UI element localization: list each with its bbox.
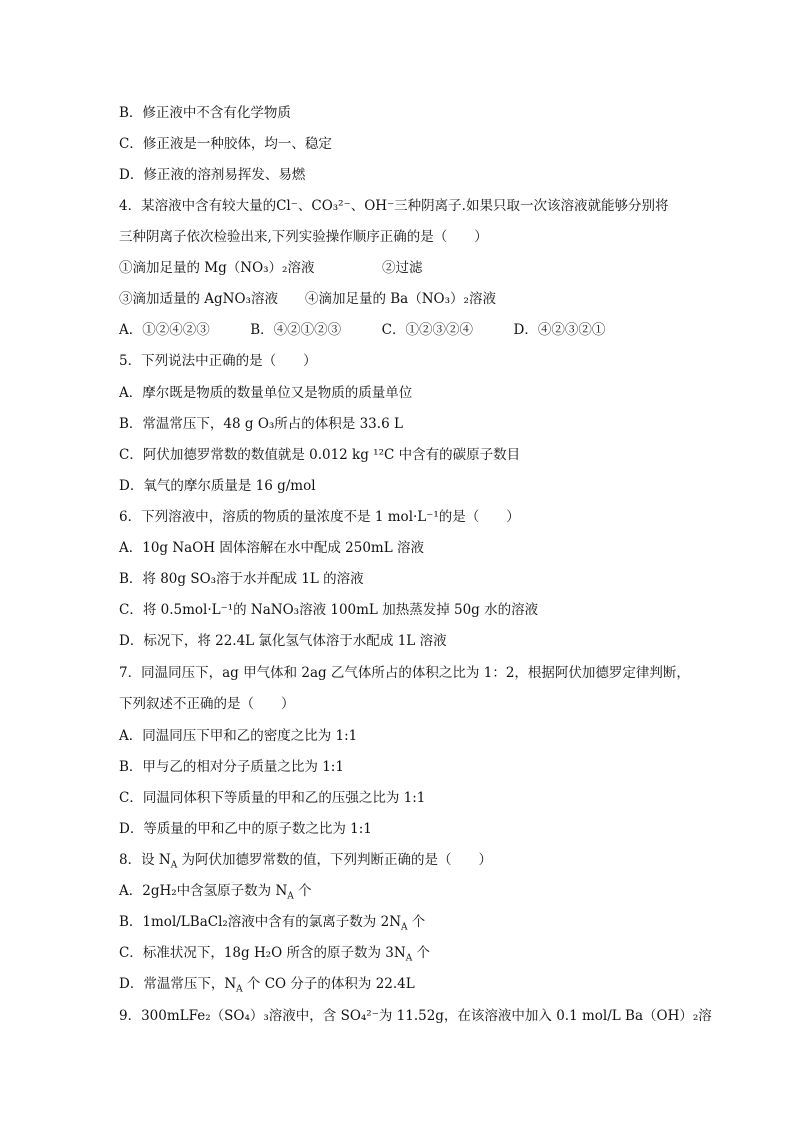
option-8a: A．2gH₂中含氢原子数为 $N_A$ 个: [119, 883, 312, 902]
option-7b: B．甲与乙的相对分子质量之比为 1:1: [119, 759, 344, 775]
option-5d: D．氧气的摩尔质量是 16 g/mol: [119, 478, 316, 494]
option-8b: B．1mol/LBaCl₂溶液中含有的氯离子数为 $2N_A$ 个: [119, 914, 426, 933]
question-9-stem: 9．300mLFe₂（SO₄）₃溶液中，含 SO₄²⁻为 11.52g，在该溶液中加入 0.1 mol/L Ba（OH）₂溶: [119, 1008, 712, 1024]
question-6-stem: 6．下列溶液中，溶质的物质的量浓度不是 1 mol·L⁻¹的是（ ）: [119, 509, 520, 525]
question-4-stem: 4．某溶液中含有较大量的Cl⁻、CO₃²⁻、OH⁻三种阴离子.如果只取一次该溶液就能够分别将: [119, 198, 669, 214]
question-8-stem: 8．设 $N_A$ 为阿伏加德罗常数的值，下列判断正确的是（ ）: [119, 852, 492, 871]
option-5b: B．常温常压下，48 g O₃所占的体积是 33.6 L: [119, 416, 403, 432]
option-3d: D．修正液的溶剂易挥发、易燃: [119, 167, 306, 183]
option-7a: A．同温同压下甲和乙的密度之比为 1:1: [119, 728, 358, 744]
option-8c: C．标准状况下，18g H₂O 所含的原子数为 $3N_A$ 个: [119, 945, 430, 964]
option-3b: B．修正液中不含有化学物质: [119, 105, 291, 121]
option-5c: C．阿伏加德罗常数的数值就是 0.012 kg ¹²C 中含有的碳原子数目: [119, 447, 521, 463]
option-6b: B．将 80g SO₃溶于水并配成 1L 的溶液: [119, 571, 364, 587]
option-6a: A．10g NaOH 固体溶解在水中配成 250mL 溶液: [119, 540, 424, 556]
question-4-options: A．①②④②③ B．④②①②③ C．①②③②④ D．④②③②①: [119, 322, 606, 338]
option-6c: C．将 0.5mol·L⁻¹的 NaNO₃溶液 100mL 加热蒸发掉 50g 水的溶液: [119, 602, 539, 618]
option-7c: C．同温同体积下等质量的甲和乙的压强之比为 1:1: [119, 790, 426, 806]
question-5-stem: 5．下列说法中正确的是（ ）: [119, 353, 317, 369]
option-6d: D．标况下，将 22.4L 氯化氢气体溶于水配成 1L 溶液: [119, 633, 447, 649]
option-7d: D．等质量的甲和乙中的原子数之比为 1:1: [119, 821, 372, 837]
option-8d: D．常温常压下，$N_A$ 个 CO 分子的体积为 22.4L: [119, 976, 415, 995]
question-4-steps-2: ③滴加适量的 AgNO₃溶液 ④滴加足量的 Ba（NO₃）₂溶液: [119, 291, 496, 307]
question-7-stem: 7．同温同压下，ag 甲气体和 2ag 乙气体所占的体积之比为 1：2，根据阿伏加德罗定律判断，: [119, 665, 690, 681]
option-5a: A．摩尔既是物质的数量单位又是物质的质量单位: [119, 385, 413, 401]
question-4-steps-1: ①滴加足量的 Mg（NO₃）₂溶液 ②过滤: [119, 260, 423, 276]
option-3c: C．修正液是一种胶体，均一、稳定: [119, 136, 332, 152]
question-4-stem-cont: 三种阴离子依次检验出来,下列实验操作顺序正确的是（ ）: [119, 229, 488, 245]
question-7-stem-cont: 下列叙述不正确的是（ ）: [119, 696, 295, 712]
